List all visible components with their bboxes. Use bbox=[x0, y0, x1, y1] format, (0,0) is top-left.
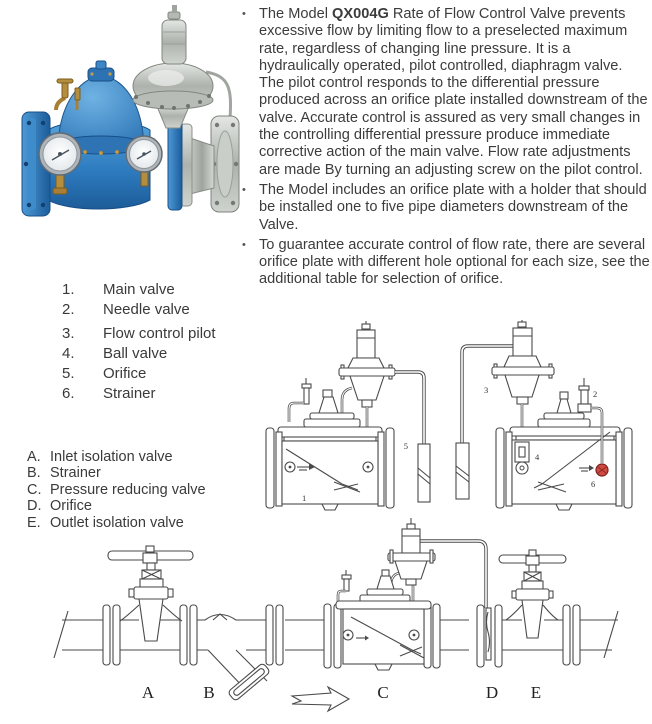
pilot-spring-housing bbox=[162, 20, 186, 64]
item-letter: D. bbox=[27, 498, 42, 515]
label-pilot: 3 bbox=[484, 385, 489, 395]
paragraph-text: The Model includes an orifice plate with a holder that should be installed one to five pipe diameters downstream of the Valve. bbox=[259, 181, 647, 233]
label-a: A bbox=[141, 683, 155, 702]
label-d: D bbox=[485, 683, 499, 702]
valve-photo bbox=[8, 4, 246, 266]
installation-schematic bbox=[0, 498, 652, 724]
description-paragraph bbox=[238, 6, 650, 179]
diagram-valve-with-orifice bbox=[238, 316, 450, 512]
description-text bbox=[238, 6, 650, 292]
list-item bbox=[27, 465, 206, 481]
item-label: Flow control pilot bbox=[103, 325, 216, 342]
control-valve-c bbox=[336, 518, 486, 670]
description-paragraph bbox=[238, 237, 650, 289]
item-label: Needle valve bbox=[103, 301, 190, 318]
paragraph-text: To guarantee accurate control of flow rate, there are several orifice plate with different hole optional for each size, see the additional table for selection of orifice. bbox=[259, 236, 650, 288]
orifice-holder-flange bbox=[211, 116, 239, 212]
adjusting-screw bbox=[172, 5, 177, 13]
y-strainer-b bbox=[208, 650, 270, 701]
list-item bbox=[27, 449, 206, 465]
list-item bbox=[62, 384, 216, 404]
item-label: Strainer bbox=[103, 385, 156, 402]
label-needle-valve: 2 bbox=[593, 389, 598, 399]
label-main-valve: 1 bbox=[302, 493, 307, 503]
item-label: Pressure reducing valve bbox=[50, 481, 206, 498]
label-strainer: 6 bbox=[591, 479, 596, 489]
bullet-icon: • bbox=[242, 183, 246, 196]
item-letter: A. bbox=[27, 449, 41, 465]
item-number: 4. bbox=[62, 345, 75, 362]
list-item bbox=[27, 482, 206, 498]
paragraph-prefix: The Model bbox=[259, 6, 333, 22]
orifice-plate-d bbox=[477, 605, 502, 667]
item-label: Inlet isolation valve bbox=[50, 449, 173, 465]
list-item bbox=[62, 344, 216, 364]
model-number: QX004G bbox=[332, 6, 389, 22]
item-label: Orifice bbox=[103, 365, 147, 382]
list-item bbox=[62, 300, 216, 320]
item-number: 2. bbox=[62, 301, 75, 318]
bullet-icon: • bbox=[242, 8, 246, 20]
label-e: E bbox=[530, 683, 542, 702]
item-label: Outlet isolation valve bbox=[50, 514, 184, 531]
main-valve-body bbox=[22, 61, 150, 216]
diagram-valve-with-pilot-numbers bbox=[438, 316, 652, 512]
item-letter: C. bbox=[27, 481, 42, 498]
orifice-plate bbox=[418, 444, 430, 502]
list-item bbox=[62, 280, 216, 300]
label-ball-valve: 4 bbox=[535, 452, 540, 462]
item-letter: B. bbox=[27, 465, 41, 482]
paragraph-text: Rate of Flow Control Valve prevents excessive flow by limiting flow to a preselected maximum rate, regardless of changing line pressure. It is a hydraulically operated, pilot controlled, diaphragm valve. The pilot control responds to the differential pressure produced across an orifice plate installed downstream of the valve. Accurate control is assured as very small changes in the controlling differential pressure produce immediate corrective action of the main valve. Flow rate adjustments are made By turning an adjusting screw on the pilot control. bbox=[259, 6, 648, 178]
label-b: B bbox=[203, 683, 215, 702]
orifice-plate bbox=[456, 443, 469, 499]
item-label: Orifice bbox=[50, 498, 92, 515]
parts-list bbox=[62, 280, 216, 404]
item-label: Strainer bbox=[50, 465, 101, 482]
item-label: Main valve bbox=[103, 281, 175, 298]
description-paragraph bbox=[238, 182, 650, 234]
item-letter: E. bbox=[27, 514, 41, 531]
flow-direction-arrow bbox=[292, 687, 349, 711]
item-number: 1. bbox=[62, 281, 75, 298]
pilot-valve bbox=[133, 5, 213, 128]
pipe-flanges bbox=[103, 604, 580, 668]
label-c: C bbox=[377, 683, 389, 702]
main-valve bbox=[266, 390, 394, 510]
list-item bbox=[62, 324, 216, 344]
bullet-icon: • bbox=[242, 238, 246, 251]
item-label: Ball valve bbox=[103, 345, 168, 362]
item-number: 5. bbox=[62, 365, 75, 382]
item-number: 6. bbox=[62, 385, 75, 402]
label-orifice: 5 bbox=[403, 441, 408, 451]
list-item bbox=[62, 364, 216, 384]
gate-valve-e bbox=[499, 550, 566, 638]
needle-fitting bbox=[289, 378, 311, 422]
sense-tube bbox=[395, 372, 424, 444]
ball-valve bbox=[515, 442, 529, 474]
item-number: 3. bbox=[62, 325, 75, 342]
outlet-spool bbox=[168, 118, 214, 210]
